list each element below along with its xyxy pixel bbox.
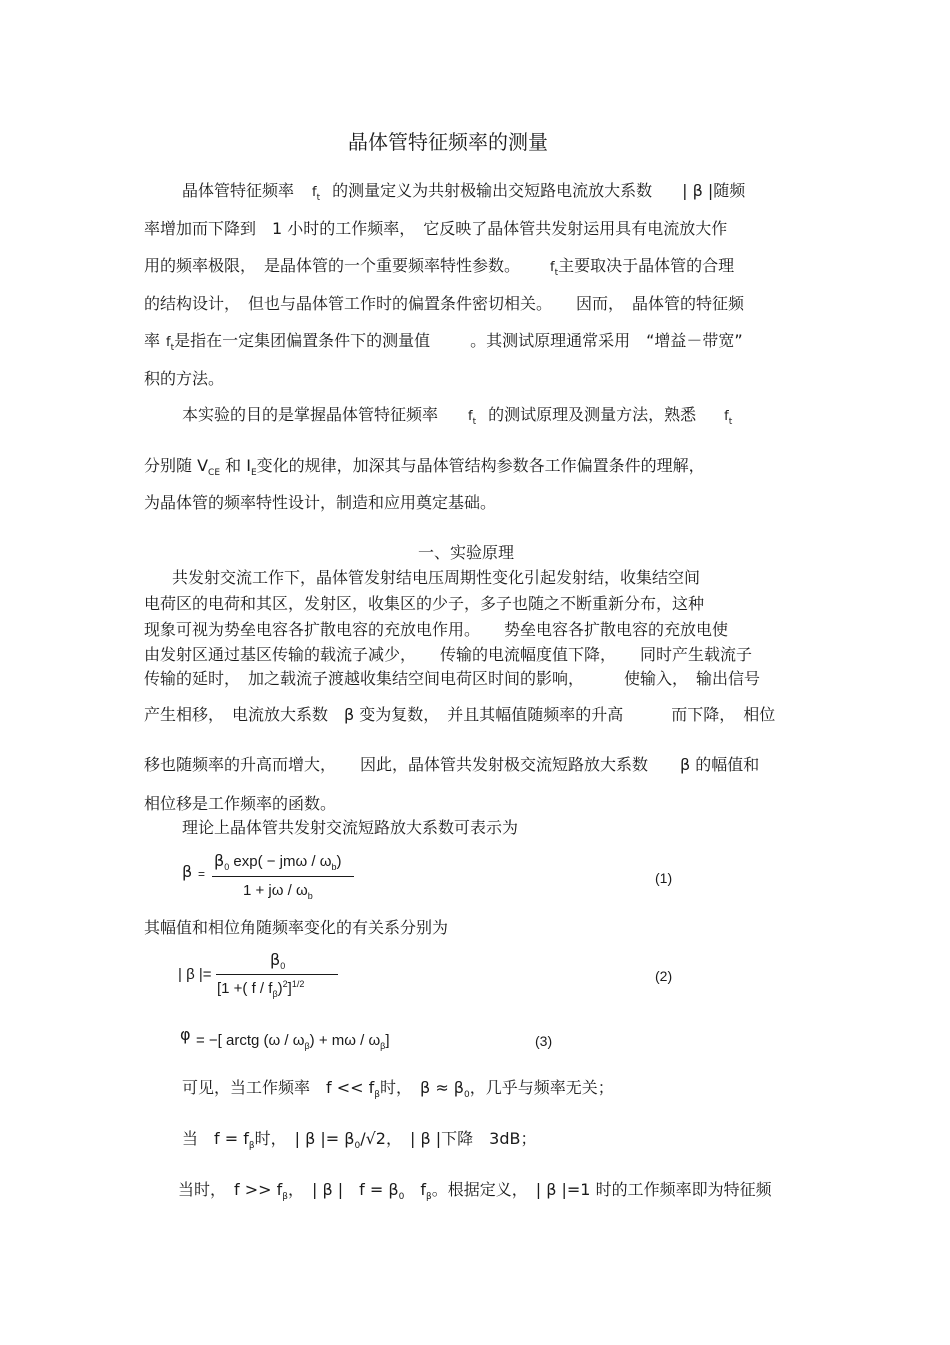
intro-line-5: 率 $f_t$是指在一定集团偏置条件下的测量值 。其测试原理通常采用 “增益－带宽” [144, 331, 743, 354]
observation-1: 可见，当工作频率 $f << f_\beta$时， $\beta \approx \beta_0$，几乎与频率无关； [182, 1078, 614, 1101]
eq1-denominator: $1 + j\omega / \omega_b$ [243, 882, 313, 901]
intro-line-1: 晶体管特征频率 $f_t$ 的测量定义为共射极输出交短路电流放大系数 | β |随频 [182, 181, 746, 204]
section-line-8: 相位移是工作频率的函数。 [144, 794, 337, 813]
observation-3: 当时， $f >> f_\beta$， | β | $f = \beta_0$ $f_\beta$。根据定义， | β |=1 时的工作频率即为特征频 [178, 1180, 772, 1203]
purpose-line-3: 为晶体管的频率特性设计，制造和应用奠定基础。 [144, 493, 497, 512]
amplitude-phase-text: 其幅值和相位角随频率变化的有关系分别为 [144, 918, 449, 937]
purpose-line-2: 分别随 $V_{CE}$ 和 $I_E$变化的规律，加深其与晶体管结构参数各工作偏置条件的理解， [144, 456, 705, 479]
section-line-1: 共发射交流工作下，晶体管发射结电压周期性变化引起发射结，收集结空间 [172, 568, 701, 587]
eq1-equals: = [198, 867, 206, 881]
section-line-5: 传输的延时， 加之载流子渡越收集结空间电荷区时间的影响， 使输入， 输出信号 [144, 669, 761, 688]
eq3-body: = −[ arctg $(\omega / \omega_\beta) + m\omega / \omega_\beta$] [196, 1032, 390, 1051]
section-line-4: 由发射区通过基区传输的载流子减少， 传输的电流幅度值下降， 同时产生载流子 [144, 645, 753, 664]
section-line-2: 电荷区的电荷和其区，发射区，收集区的少子，多子也随之不断重新分布，这种 [144, 594, 705, 613]
section-line-7: 移也随频率的升高而增大， 因此，晶体管共发射极交流短路放大系数 β 的幅值和 [144, 755, 760, 774]
eq2-numerator: $\beta_0$ [270, 950, 286, 971]
eq1-fraction-bar [212, 876, 354, 877]
intro-line-6: 积的方法。 [144, 369, 225, 388]
eq1-lhs: β [182, 862, 193, 881]
section-line-6: 产生相移， 电流放大系数 β 变为复数， 并且其幅值随频率的升高 而下降， 相位 [144, 705, 776, 724]
section-line-3: 现象可视为势垒电容各扩散电容的充放电作用。 势垒电容各扩散电容的充放电使 [144, 620, 729, 639]
section-heading: 一、实验原理 [418, 543, 515, 562]
observation-2: 当 $f = f_\beta$时， | β |= $\beta_0/√2$， | β |下降 3dB； [182, 1129, 537, 1152]
sqrt-two: √2 [365, 1129, 386, 1148]
eq1-number: (1) [655, 870, 673, 886]
eq2-denominator: [1 +( f / $f_\beta)^2]^{1/2}$ [217, 979, 305, 999]
eq2-number: (2) [655, 968, 673, 984]
purpose-line-1: 本实验的目的是掌握晶体管特征频率 $f_t$ 的测试原理及测量方法，熟悉 $f_t$ [182, 405, 733, 428]
section-line-9: 理论上晶体管共发射交流短路放大系数可表示为 [182, 818, 519, 837]
intro-line-3: 用的频率极限， 是晶体管的一个重要频率特性参数。 $f_t$主要取决于晶体管的合理 [144, 256, 735, 279]
eq2-lhs: | β |= [178, 966, 212, 983]
eq3-number: (3) [535, 1033, 553, 1049]
eq3-phi: φ [180, 1025, 191, 1044]
intro-line-4: 的结构设计， 但也与晶体管工作时的偏置条件密切相关。 因而， 晶体管的特征频 [144, 294, 745, 313]
page-title: 晶体管特征频率的测量 [348, 130, 548, 154]
eq2-fraction-bar [216, 974, 338, 975]
eq1-numerator: $\beta_0$ $\exp( - jm\omega / \omega_b)$ [214, 851, 342, 872]
intro-line-2: 率增加而下降到 1 小时的工作频率， 它反映了晶体管共发射运用具有电流放大作 [144, 219, 728, 238]
